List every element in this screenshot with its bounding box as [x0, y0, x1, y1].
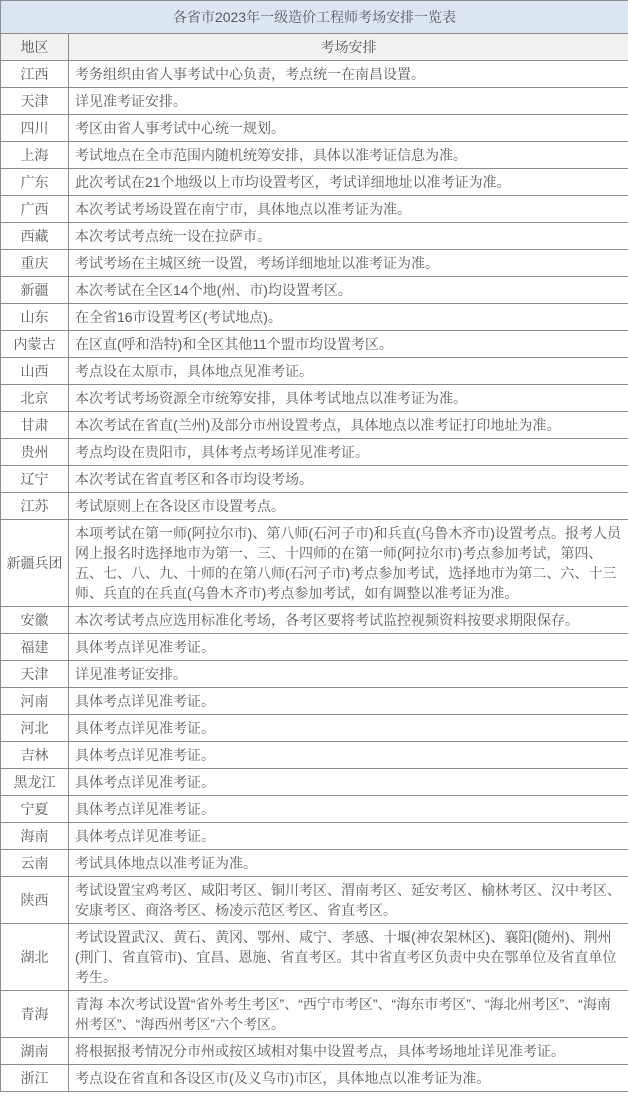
table-row	[1, 493, 628, 520]
arrangement-cell: 考试具体地点以准考证为准。	[69, 850, 628, 877]
table-row	[1, 304, 628, 331]
arrangement-cell: 考点设在太原市，具体地点见准考证。	[69, 358, 628, 385]
region-cell: 内蒙古	[1, 331, 69, 358]
table-row	[1, 634, 628, 661]
arrangement-cell: 本次考试考点统一设在拉萨市。	[69, 223, 628, 250]
table-row	[1, 715, 628, 742]
arrangement-cell: 具体考点详见准考证。	[69, 769, 628, 796]
arrangement-cell: 详见准考证安排。	[69, 88, 628, 115]
arrangement-cell: 详见准考证安排。	[69, 661, 628, 688]
region-cell: 西藏	[1, 223, 69, 250]
header-row	[1, 34, 628, 61]
table-row	[1, 688, 628, 715]
region-cell: 山西	[1, 358, 69, 385]
region-cell: 山东	[1, 304, 69, 331]
arrangement-cell: 考试地点在全市范围内随机统筹安排，具体以准考证信息为准。	[69, 142, 628, 169]
arrangement-cell: 具体考点详见准考证。	[69, 688, 628, 715]
arrangement-cell: 本次考试在省直(兰州)及部分市州设置考点，具体地点以准考证打印地址为准。	[69, 412, 628, 439]
arrangement-cell: 本次考试考场设置在南宁市，具体地点以准考证为准。	[69, 196, 628, 223]
region-cell: 浙江	[1, 1065, 69, 1092]
table-row	[1, 169, 628, 196]
arrangement-cell: 具体考点详见准考证。	[69, 823, 628, 850]
arrangement-cell: 本次考试在全区14个地(州、市)均设置考区。	[69, 277, 628, 304]
table-row	[1, 250, 628, 277]
arrangement-cell: 本项考试在第一师(阿拉尔市)、第八师(石河子市)和兵直(乌鲁木齐市)设置考点。报考人员网上报名时选择地市为第一、三、十四师的在第一师(阿拉尔市)考点参加考试，第四、五、七、八、九、十师的在第八师(石河子市)考点参加考试，选择地市为第二、六、十三师、兵直的在兵直(乌鲁木齐市)考点参加考试，如有调整以准考证为准。	[69, 520, 628, 607]
table-row	[1, 520, 628, 607]
region-cell: 广西	[1, 196, 69, 223]
arrangement-cell: 本次考试考点应选用标准化考场，各考区要将考试监控视频资料按要求期限保存。	[69, 607, 628, 634]
table-row	[1, 331, 628, 358]
table-row	[1, 88, 628, 115]
region-cell: 重庆	[1, 250, 69, 277]
table-row	[1, 769, 628, 796]
table-row	[1, 607, 628, 634]
region-cell: 陕西	[1, 877, 69, 924]
region-cell: 黑龙江	[1, 769, 69, 796]
column-header-region: 地区	[1, 34, 69, 61]
region-cell: 江苏	[1, 493, 69, 520]
region-cell: 北京	[1, 385, 69, 412]
region-cell: 广东	[1, 169, 69, 196]
arrangement-cell: 具体考点详见准考证。	[69, 742, 628, 769]
table-row	[1, 823, 628, 850]
table-row	[1, 742, 628, 769]
region-cell: 天津	[1, 88, 69, 115]
region-cell: 新疆兵团	[1, 520, 69, 607]
table-row	[1, 196, 628, 223]
arrangement-cell: 此次考试在21个地级以上市均设置考区，考试详细地址以准考证为准。	[69, 169, 628, 196]
region-cell: 福建	[1, 634, 69, 661]
table-row	[1, 115, 628, 142]
region-cell: 贵州	[1, 439, 69, 466]
region-cell: 吉林	[1, 742, 69, 769]
arrangement-cell: 具体考点详见准考证。	[69, 634, 628, 661]
arrangement-cell: 考点设在省直和各设区市(及义乌市)市区，具体地点以准考证为准。	[69, 1065, 628, 1092]
region-cell: 河南	[1, 688, 69, 715]
region-cell: 辽宁	[1, 466, 69, 493]
table-row	[1, 661, 628, 688]
table-row	[1, 924, 628, 991]
arrangement-cell: 考试设置武汉、黄石、黄冈、鄂州、咸宁、孝感、十堰(神农架林区)、襄阳(随州)、荆州(荆门、省直管市)、宜昌、恩施、省直考区。其中省直考区负责中央在鄂单位及省直单位考生。	[69, 924, 628, 991]
table-row	[1, 385, 628, 412]
table-row	[1, 796, 628, 823]
arrangement-cell: 具体考点详见准考证。	[69, 715, 628, 742]
table-row	[1, 850, 628, 877]
region-cell: 湖南	[1, 1038, 69, 1065]
table-row	[1, 439, 628, 466]
table-row	[1, 142, 628, 169]
arrangement-cell: 在区直(呼和浩特)和全区其他11个盟市均设置考区。	[69, 331, 628, 358]
table-row	[1, 277, 628, 304]
arrangement-cell: 考区由省人事考试中心统一规划。	[69, 115, 628, 142]
table-row	[1, 358, 628, 385]
region-cell: 湖北	[1, 924, 69, 991]
region-cell: 新疆	[1, 277, 69, 304]
region-cell: 河北	[1, 715, 69, 742]
table-row	[1, 466, 628, 493]
table-title: 各省市2023年一级造价工程师考场安排一览表	[1, 1, 628, 34]
arrangement-cell: 考试考场在主城区统一设置，考场详细地址以准考证为准。	[69, 250, 628, 277]
arrangement-cell: 具体考点详见准考证。	[69, 796, 628, 823]
arrangement-cell: 本次考试考场资源全市统筹安排，具体考试地点以准考证为准。	[69, 385, 628, 412]
arrangement-cell: 考试原则上在各设区市设置考点。	[69, 493, 628, 520]
table-row	[1, 877, 628, 924]
table-row	[1, 223, 628, 250]
table-row	[1, 412, 628, 439]
arrangement-cell: 考点均设在贵阳市，具体考点考场详见准考证。	[69, 439, 628, 466]
region-cell: 甘肃	[1, 412, 69, 439]
region-cell: 江西	[1, 61, 69, 88]
arrangement-cell: 考务组织由省人事考试中心负责，考点统一在南昌设置。	[69, 61, 628, 88]
region-cell: 天津	[1, 661, 69, 688]
region-cell: 四川	[1, 115, 69, 142]
table-row	[1, 1038, 628, 1065]
table-row	[1, 991, 628, 1038]
table-row	[1, 61, 628, 88]
region-cell: 上海	[1, 142, 69, 169]
arrangement-cell: 将根据报考情况分市州或按区域相对集中设置考点，具体考场地址详见准考证。	[69, 1038, 628, 1065]
arrangement-cell: 考试设置宝鸡考区、咸阳考区、铜川考区、渭南考区、延安考区、榆林考区、汉中考区、安康考区、商洛考区、杨凌示范区考区、省直考区。	[69, 877, 628, 924]
title-row	[1, 1, 628, 34]
region-cell: 云南	[1, 850, 69, 877]
region-cell: 海南	[1, 823, 69, 850]
arrangement-cell: 青海 本次考试设置“省外考生考区”、“西宁市考区”、“海东市考区”、“海北州考区”、“海南州考区”、“海西州考区”六个考区。	[69, 991, 628, 1038]
column-header-arrangement: 考场安排	[69, 34, 628, 61]
region-cell: 安徽	[1, 607, 69, 634]
region-cell: 宁夏	[1, 796, 69, 823]
region-cell: 青海	[1, 991, 69, 1038]
arrangement-cell: 本次考试在省直考区和各市均设考场。	[69, 466, 628, 493]
arrangement-cell: 在全省16市设置考区(考试地点)。	[69, 304, 628, 331]
table-row	[1, 1065, 628, 1092]
